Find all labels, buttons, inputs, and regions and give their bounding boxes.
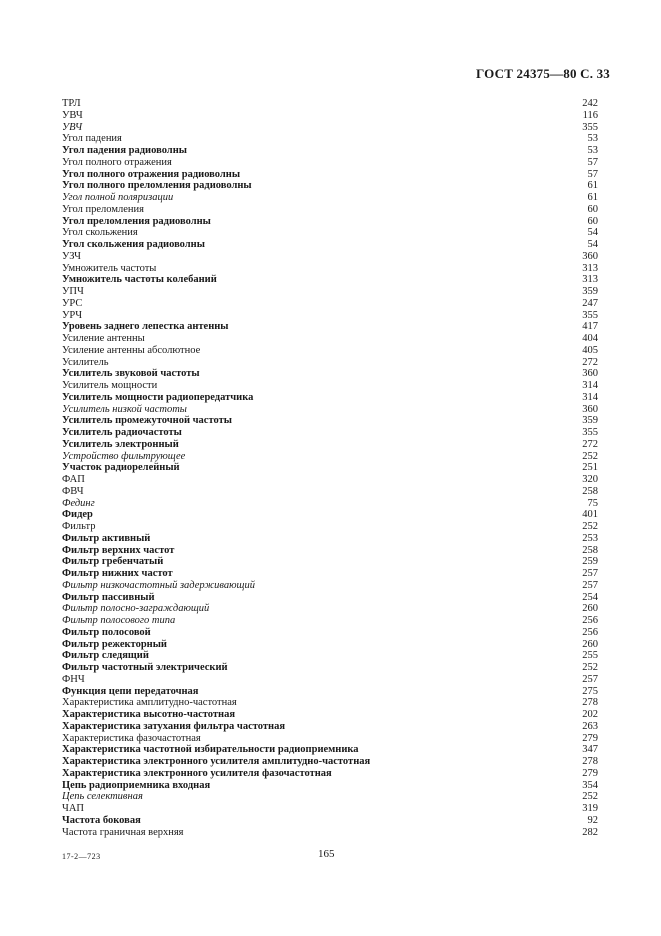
index-term: Угол падения радиоволны: [62, 145, 187, 156]
index-page-ref: 354: [582, 779, 598, 791]
index-page-ref: 313: [582, 274, 598, 286]
index-term: Цепь селективная: [62, 791, 143, 803]
index-term: Характеристика электронного усилителя фазочастотная: [62, 767, 332, 779]
index-entry: [62, 345, 598, 357]
index-entry: [62, 122, 598, 134]
index-term: Фединг: [62, 497, 95, 509]
index-page-ref: 313: [582, 262, 598, 274]
index-term: Усилитель: [62, 356, 109, 368]
index-term: УПЧ: [62, 286, 84, 297]
index-entry: [62, 192, 598, 204]
index-entry: [62, 627, 598, 639]
index-page-ref: 53: [587, 145, 598, 156]
index-page-ref: 360: [582, 403, 598, 415]
index-entry: [62, 204, 598, 216]
index-page-ref: 116: [582, 109, 598, 121]
index-term: Усиление антенны абсолютное: [62, 344, 201, 356]
index-page-ref: 253: [582, 532, 598, 544]
index-term: ФВЧ: [62, 485, 84, 497]
index-page-ref: 278: [582, 697, 598, 709]
subject-index: [62, 98, 598, 838]
index-page-ref: 355: [582, 309, 598, 321]
index-entry: [62, 321, 598, 333]
index-entry: [62, 639, 598, 651]
index-page-ref: 359: [582, 415, 598, 427]
index-term: ФНЧ: [62, 673, 85, 685]
index-term: Усилитель промежуточной частоты: [62, 415, 232, 427]
index-page-ref: 279: [582, 767, 598, 779]
index-entry: [62, 169, 598, 181]
index-term: УРС: [62, 297, 83, 309]
index-term: Фильтр низкочастотный задерживающий: [62, 579, 255, 591]
index-page-ref: 256: [582, 615, 598, 626]
index-term: Угол полного отражения: [62, 156, 172, 168]
index-entry: [62, 674, 598, 686]
index-entry: [62, 568, 598, 580]
index-term: Угол преломления: [62, 203, 144, 215]
page-header: ГОСТ 24375—80 С. 33: [476, 66, 610, 81]
index-term: Цепь радиоприемника входная: [62, 779, 211, 791]
index-entry: [62, 239, 598, 251]
index-entry: [62, 780, 598, 792]
index-entry: [62, 509, 598, 521]
index-page-ref: 417: [582, 321, 598, 333]
index-term: Усиление антенны: [62, 333, 145, 344]
index-term: Угол полной поляризации: [62, 192, 174, 203]
index-entry: [62, 791, 598, 803]
index-page-ref: 252: [582, 521, 598, 532]
index-entry: [62, 744, 598, 756]
index-term: Фильтр полосовой: [62, 626, 151, 638]
index-page-ref: 53: [587, 133, 598, 145]
index-term: Угол полного отражения радиоволны: [62, 168, 241, 180]
index-entry: [62, 368, 598, 380]
index-term: Фильтр следящий: [62, 650, 149, 662]
index-entry: [62, 227, 598, 239]
index-page-ref: 258: [582, 544, 598, 556]
index-page-ref: 355: [582, 121, 598, 133]
index-page-ref: 259: [582, 556, 598, 568]
index-entry: [62, 392, 598, 404]
index-page-ref: 60: [587, 203, 598, 215]
index-entry: [62, 333, 598, 345]
page-number: 165: [318, 848, 335, 860]
index-entry: [62, 521, 598, 533]
index-entry: [62, 650, 598, 662]
index-entry: [62, 827, 598, 839]
index-page-ref: 255: [582, 650, 598, 662]
index-entry: [62, 709, 598, 721]
index-term: Угол скольжения радиоволны: [62, 239, 205, 250]
index-term: Устройство фильтрующее: [62, 450, 186, 462]
index-term: Умножитель частоты колебаний: [62, 274, 217, 286]
index-page-ref: 257: [582, 568, 598, 579]
index-term: Частота граничная верхняя: [62, 826, 184, 838]
index-entry: [62, 439, 598, 451]
index-page-ref: 257: [582, 673, 598, 685]
index-term: Фильтр: [62, 521, 96, 532]
index-term: ТРЛ: [62, 98, 81, 109]
index-term: Фидер: [62, 509, 93, 521]
index-entry: [62, 756, 598, 768]
index-term: Характеристика электронного усилителя амплитудно-частотная: [62, 756, 371, 767]
index-term: Умножитель частоты: [62, 262, 157, 274]
index-entry: [62, 815, 598, 827]
index-page-ref: 252: [582, 791, 598, 803]
index-term: Усилитель мощности радиопередатчика: [62, 391, 254, 403]
index-entry: [62, 580, 598, 592]
index-entry: [62, 486, 598, 498]
index-term: ФАП: [62, 474, 85, 485]
index-page-ref: 404: [582, 333, 598, 344]
index-term: Фильтр верхних частот: [62, 544, 175, 556]
index-term: Фильтр режекторный: [62, 638, 167, 650]
index-entry: [62, 803, 598, 815]
index-page-ref: 405: [582, 344, 598, 356]
index-term: Фильтр активный: [62, 532, 151, 544]
index-page-ref: 252: [582, 450, 598, 462]
index-entry: [62, 98, 598, 110]
index-page-ref: 263: [582, 720, 598, 732]
index-entry: [62, 357, 598, 369]
index-entry: [62, 686, 598, 698]
index-entry: [62, 733, 598, 745]
index-entry: [62, 721, 598, 733]
index-term: Усилитель радиочастоты: [62, 427, 182, 438]
index-entry: [62, 145, 598, 157]
index-page-ref: 75: [587, 497, 598, 509]
index-page-ref: 92: [587, 814, 598, 826]
index-term: Фильтр полосно-заграждающий: [62, 603, 210, 615]
index-page-ref: 54: [587, 239, 598, 250]
index-page-ref: 60: [587, 215, 598, 227]
index-page-ref: 319: [582, 803, 598, 814]
index-entry: [62, 697, 598, 709]
index-page-ref: 272: [582, 356, 598, 368]
index-entry: [62, 603, 598, 615]
index-page-ref: 278: [582, 756, 598, 767]
index-entry: [62, 263, 598, 275]
index-page-ref: 260: [582, 603, 598, 615]
index-page-ref: 57: [587, 168, 598, 180]
index-page-ref: 320: [582, 474, 598, 485]
index-term: Усилитель электронный: [62, 438, 179, 450]
index-term: Характеристика частотной избирательности радиоприемника: [62, 744, 359, 756]
index-entry: [62, 286, 598, 298]
index-term: УЗЧ: [62, 250, 81, 262]
index-page-ref: 359: [582, 286, 598, 297]
index-entry: [62, 474, 598, 486]
index-term: Характеристика амплитудно-частотная: [62, 697, 237, 709]
index-term: Угол падения: [62, 133, 122, 145]
index-entry: [62, 768, 598, 780]
index-page-ref: 57: [587, 156, 598, 168]
index-entry: [62, 133, 598, 145]
index-page-ref: 314: [582, 391, 598, 403]
index-term: Усилитель звуковой частоты: [62, 368, 200, 380]
index-term: Характеристика затухания фильтра частотная: [62, 720, 286, 732]
index-entry: [62, 556, 598, 568]
index-entry: [62, 180, 598, 192]
index-entry: [62, 533, 598, 545]
index-entry: [62, 251, 598, 263]
footer-print-code: 17-2—723: [62, 852, 101, 861]
index-term: Угол скольжения: [62, 227, 138, 239]
index-page-ref: 260: [582, 638, 598, 650]
index-entry: [62, 380, 598, 392]
index-page-ref: 202: [582, 709, 598, 720]
index-page-ref: 251: [582, 462, 598, 474]
index-term: УВЧ: [62, 121, 83, 133]
index-entry: [62, 274, 598, 286]
index-entry: [62, 216, 598, 228]
index-term: Характеристика фазочастотная: [62, 732, 201, 744]
index-term: УВЧ: [62, 109, 83, 121]
index-entry: [62, 298, 598, 310]
index-entry: [62, 310, 598, 322]
index-term: Характеристика высотно-частотная: [62, 709, 236, 720]
index-entry: [62, 110, 598, 122]
index-page-ref: 282: [582, 826, 598, 838]
index-page-ref: 347: [582, 744, 598, 756]
index-term: Усилитель низкой частоты: [62, 403, 187, 415]
index-page-ref: 61: [587, 192, 598, 203]
index-page-ref: 242: [582, 98, 598, 109]
index-page-ref: 256: [582, 626, 598, 638]
index-entry: [62, 404, 598, 416]
index-page-ref: 252: [582, 662, 598, 673]
index-term: Усилитель мощности: [62, 380, 158, 391]
index-term: Функция цепи передаточная: [62, 685, 199, 697]
index-entry: [62, 462, 598, 474]
index-page-ref: 314: [582, 380, 598, 391]
index-term: Фильтр гребенчатый: [62, 556, 164, 568]
index-page-ref: 355: [582, 427, 598, 438]
index-page-ref: 360: [582, 368, 598, 380]
index-page-ref: 54: [587, 227, 598, 239]
index-term: УРЧ: [62, 309, 83, 321]
index-page-ref: 360: [582, 250, 598, 262]
index-page-ref: 258: [582, 485, 598, 497]
index-term: Участок радиорелейный: [62, 462, 180, 474]
index-entry: [62, 427, 598, 439]
index-page-ref: 275: [582, 685, 598, 697]
index-term: Фильтр частотный электрический: [62, 662, 228, 673]
index-page-ref: 257: [582, 579, 598, 591]
index-entry: [62, 662, 598, 674]
index-entry: [62, 415, 598, 427]
index-term: Фильтр нижних частот: [62, 568, 173, 579]
index-term: ЧАП: [62, 803, 84, 814]
index-term: Фильтр полосового типа: [62, 615, 176, 626]
index-page-ref: 401: [582, 509, 598, 521]
index-term: Частота боковая: [62, 814, 141, 826]
index-entry: [62, 157, 598, 169]
index-term: Фильтр пассивный: [62, 591, 155, 603]
index-entry: [62, 615, 598, 627]
index-entry: [62, 451, 598, 463]
index-page-ref: 279: [582, 732, 598, 744]
index-page-ref: 247: [582, 297, 598, 309]
index-entry: [62, 498, 598, 510]
index-entry: [62, 545, 598, 557]
index-term: Угол преломления радиоволны: [62, 215, 211, 227]
index-page-ref: 254: [582, 591, 598, 603]
index-term: Угол полного преломления радиоволны: [62, 180, 252, 192]
index-page-ref: 61: [587, 180, 598, 192]
index-entry: [62, 592, 598, 604]
index-term: Уровень заднего лепестка антенны: [62, 321, 229, 333]
index-page-ref: 272: [582, 438, 598, 450]
